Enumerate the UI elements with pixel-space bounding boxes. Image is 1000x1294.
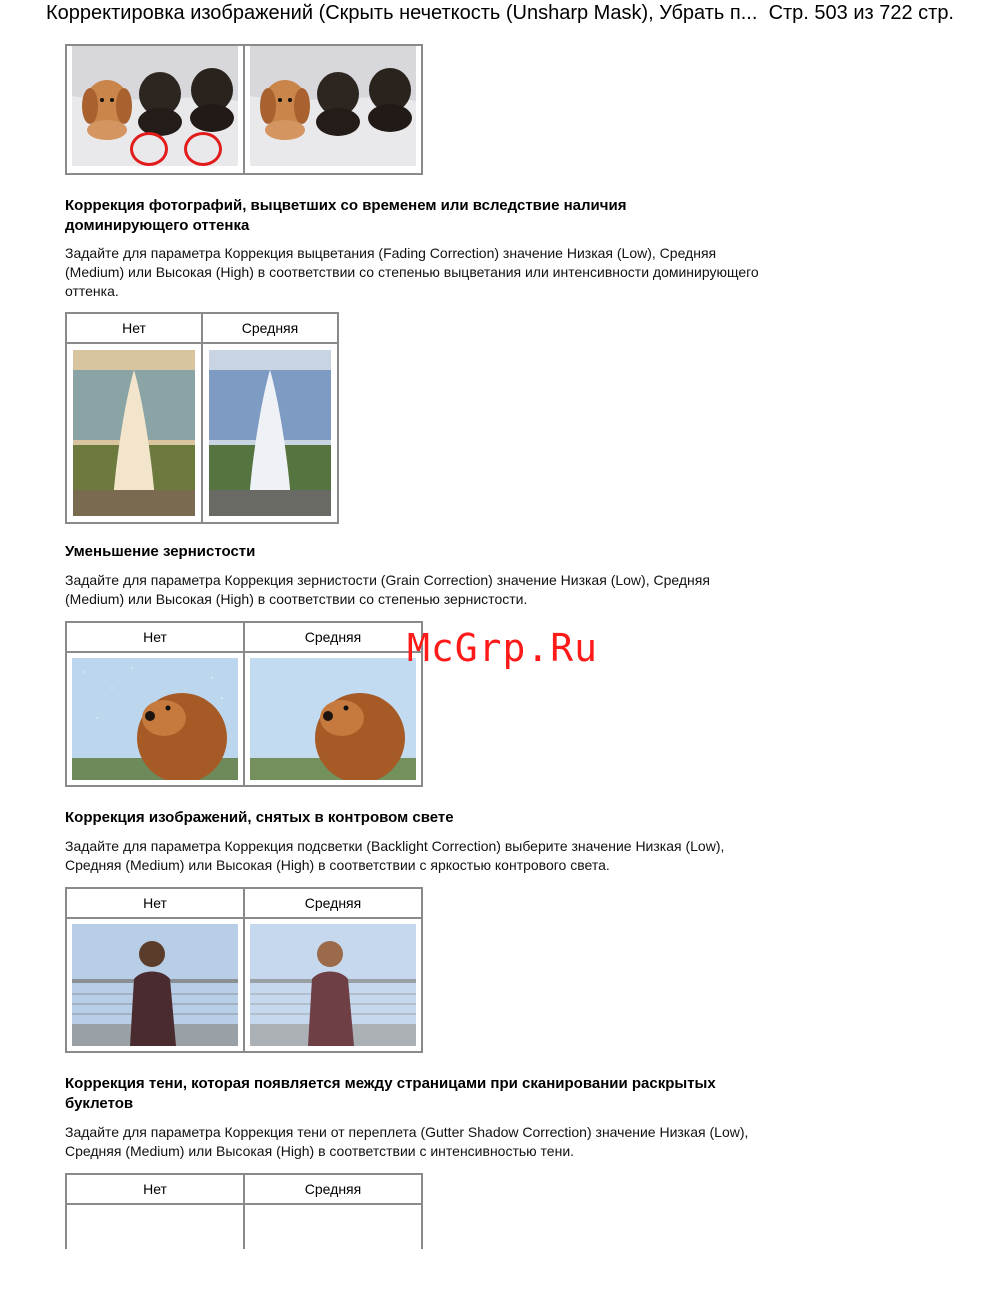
column-header-none: Нет [66,888,244,918]
gutter-comparison-table [65,1173,423,1249]
backlight-comparison-table [65,887,423,1053]
backlight-before-cell [66,918,244,1052]
grain-comparison-table [65,621,423,787]
dogs-before-cell [66,45,244,174]
section-heading-fading: Коррекция фотографий, выцветших со временем или вследствие наличия доминирующего оттенка [65,197,627,234]
dogs-after-image [250,46,416,166]
dogs-after-cell [244,45,422,174]
child-corrected-image [250,924,416,1046]
column-header-medium: Средняя [244,1174,422,1204]
fountain-before-image [73,350,195,516]
backlight-after-cell [244,918,422,1052]
fountain-after-image [209,350,331,516]
dog-grainy-image [72,658,238,780]
watermark-text: McGrp.Ru [407,626,599,670]
column-header-medium: Средняя [244,622,422,652]
grain-after-cell [244,652,422,786]
column-header-none: Нет [66,313,202,343]
section-heading-grain: Уменьшение зернистости [65,543,256,560]
page-header-title: Корректировка изображений (Скрыть нечеткость (Unsharp Mask), Убрать п... [46,2,758,24]
section-text-grain: Задайте для параметра Коррекция зернистости (Grain Correction) значение Низкая (Low), Средняя (Medium) или Высокая (High) в соответствии со степенью зернистости. [65,572,710,607]
gutter-after-cell [244,1204,422,1249]
gutter-before-cell [66,1204,244,1249]
dogs-before-image [72,46,238,166]
column-header-none: Нет [66,1174,244,1204]
dog-smooth-image [250,658,416,780]
grain-before-cell [66,652,244,786]
column-header-medium: Средняя [244,888,422,918]
dogs-comparison-table [65,44,423,175]
child-backlit-image [72,924,238,1046]
fading-comparison-table [65,312,339,524]
section-text-backlight: Задайте для параметра Коррекция подсветки (Backlight Correction) выберите значение Низкая (Low), Средняя (Medium) или Высокая (High) в соответствии с яркостью контрового света. [65,838,725,873]
column-header-medium: Средняя [202,313,338,343]
page-number: Стр. 503 из 722 стр. [768,2,954,24]
fountain-before-cell [66,343,202,523]
defect-circle-marker [130,132,168,166]
section-text-fading: Задайте для параметра Коррекция выцветания (Fading Correction) значение Низкая (Low), Средняя (Medium) или Высокая (High) в соответствии со степенью выцветания или интенсивности доминирующего оттенка. [65,245,759,299]
section-heading-backlight: Коррекция изображений, снятых в контровом свете [65,809,454,826]
defect-circle-marker [184,132,222,166]
section-heading-gutter: Коррекция тени, которая появляется между страницами при сканировании раскрытых буклетов [65,1075,716,1112]
column-header-none: Нет [66,622,244,652]
fountain-after-cell [202,343,338,523]
section-text-gutter: Задайте для параметра Коррекция тени от переплета (Gutter Shadow Correction) значение Низкая (Low), Средняя (Medium) или Высокая (High) в соответствии с интенсивностью тени. [65,1124,749,1159]
